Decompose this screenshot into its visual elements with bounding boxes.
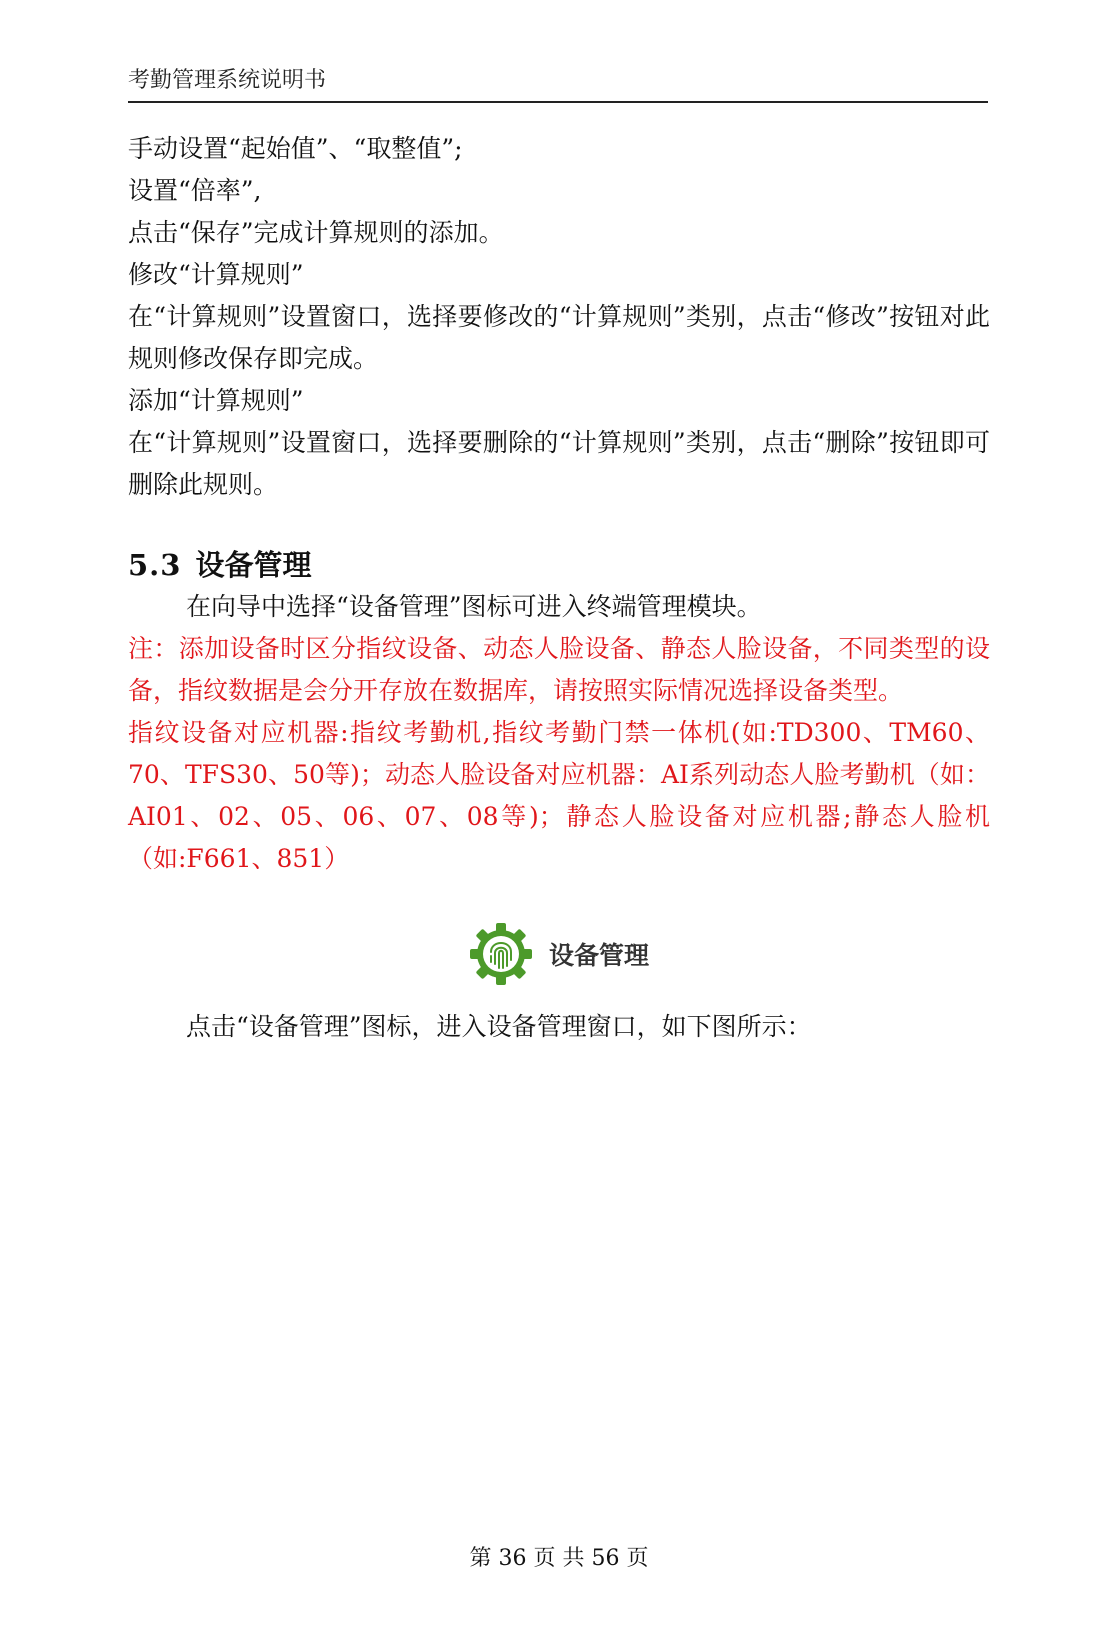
section-number: 5.3 bbox=[128, 548, 182, 582]
device-management-icon-label: 设备管理 bbox=[548, 941, 649, 970]
header-rule bbox=[128, 101, 988, 103]
device-management-icon-button[interactable] bbox=[128, 918, 990, 990]
body-line-3: 点击“保存”完成计算规则的添加。 bbox=[128, 218, 504, 247]
header-title: 考勤管理系统说明书 bbox=[128, 68, 327, 93]
section-title: 设备管理 bbox=[195, 548, 312, 582]
section-heading bbox=[128, 544, 990, 586]
note-device-types: 注：添加设备时区分指纹设备、动态人脸设备、静态人脸设备，不同类型的设备，指纹数据是会分开存放在数据库，请按照实际情况选择设备类型。 bbox=[128, 634, 990, 705]
body-line-2: 设置“倍率”, bbox=[128, 176, 262, 205]
note-device-models: 指纹设备对应机器:指纹考勤机,指纹考勤门禁一体机(如:TD300、TM60、70、TFS30、50等)；动态人脸设备对应机器：AI系列动态人脸考勤机（如：AI01、02、05、06、07、08等)；静态人脸设备对应机器;静态人脸机（如:F661、851） bbox=[128, 718, 990, 873]
section-intro: 在向导中选择“设备管理”图标可进入终端管理模块。 bbox=[186, 592, 762, 621]
instruction-click-icon: 点击“设备管理”图标，进入设备管理窗口，如下图所示： bbox=[186, 1012, 812, 1041]
body-line-add-rule: 添加“计算规则” bbox=[128, 386, 304, 415]
page-footer: 第 36 页 共 56 页 bbox=[469, 1546, 649, 1571]
body-paragraph-modify: 在“计算规则”设置窗口，选择要修改的“计算规则”类别，点击“修改”按钮对此规则修改保存即完成。 bbox=[128, 302, 990, 373]
body-paragraph-delete: 在“计算规则”设置窗口，选择要删除的“计算规则”类别，点击“删除”按钮即可删除此规则。 bbox=[128, 428, 990, 499]
page-body bbox=[128, 128, 990, 1048]
fingerprint-gear-icon bbox=[469, 922, 533, 986]
body-line-4: 修改“计算规则” bbox=[128, 260, 304, 289]
body-line-1: 手动设置“起始值”、“取整值”; bbox=[128, 134, 463, 163]
